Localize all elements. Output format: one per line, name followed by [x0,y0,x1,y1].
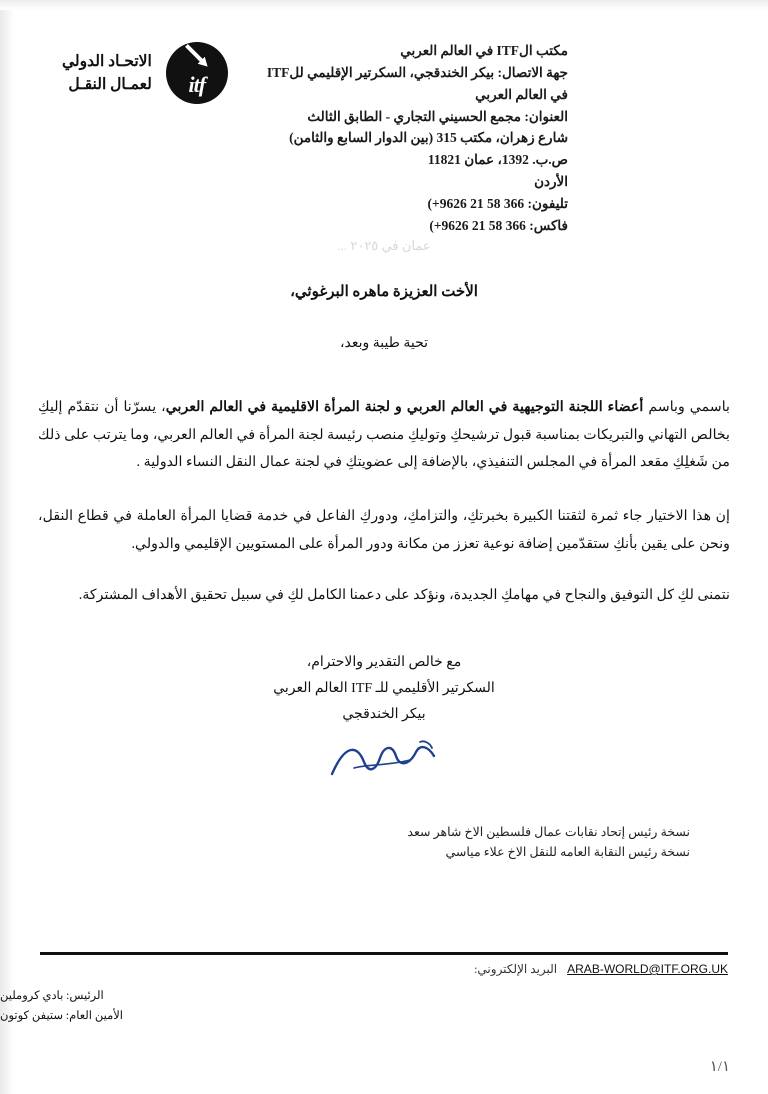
officer-president: الرئيس: بادي كروملين [0,990,104,1002]
arrow-icon [183,42,211,70]
document-date: عمان في ٢٠٢٥ ... [337,238,431,253]
address-fax: فاكس: 366 58 21 9626+) [429,217,568,233]
closing-line-2: السكرتير الأقليمي للـ ITF العالم العربي [273,680,495,696]
salutation: الأخت العزيزة ماهره البرغوثي، [290,284,478,300]
address-line: العنوان: مجمع الحسيني التجاري - الطابق الثالث [307,108,568,124]
greeting: تحية طيبة وبعد، [339,336,429,351]
email-label: البريد الإلكتروني: [474,962,558,976]
letter-body [38,282,730,630]
address-line: ص.ب. 1392، عمان 11821 [427,152,568,168]
paragraph-1-rest: ، يسرّنا أن نتقدّم إليكِ بخالص التهاني والتبريكات بمناسبة قبول ترشيحكِ وتوليكِ منصب رئيسة لجنة المرأة في العالم العربي، وما يترتب على ذلك من شَغلِكِ مقعد المرأة في المجلس التنفيذي، بالإضافة إلى عضويتكِ في لجنة عمال النقل النساء الدولية . [38,399,730,471]
scan-edge-top [0,0,768,10]
email-link[interactable]: ARAB-WORLD@ITF.ORG.UK [567,962,728,976]
paragraph-3: نتمنى لكِ كل التوفيق والنجاح في مهامكِ الجديدة، ونؤكد على دعمنا الكامل لكِ في سبيل تحقيق الأهداف المشتركة. [78,587,730,604]
itf-logo-text [62,50,152,97]
address-line: مكتب الITF في العالم العربي [400,43,568,58]
officer-general-secretary: الأمين العام: ستيفن كوتون [0,1010,123,1023]
logo-text-line-1: الاتحـاد الدولي [62,52,152,70]
address-phone: تليفون: 366 58 21 9626+) [427,196,568,212]
closing-line-3: بيكر الخندقجي [342,706,426,722]
itf-logo [62,42,228,104]
footer-divider [40,952,728,955]
cc-line: نسخة رئيس إتحاد نقابات عمال فلسطين الاخ شاهر سعد [407,825,690,839]
footer-email-row [40,962,728,977]
paragraph-1-bold: أعضاء اللجنة التوجيهية في العالم العربي و لجنة المرأة الاقليمية في العالم العربي [165,399,644,415]
footer-officers [0,986,728,1026]
letterhead-address [208,40,568,237]
paragraph-2: إن هذا الاختيار جاء ثمرة لثقتنا الكبيرة بخبرتكِ، والتزامكِ، ودوركِ الفاعل في خدمة قضايا المرأة العاملة في قطاع النقل، ونحن على يقين بأنكِ ستقدّمين إضافة نوعية تعزز من مكانة ودور المرأة على المستويين الإقليمي والدولي. [38,508,730,552]
cc-line: نسخة رئيس النقابة العامه للنقل الاخ علاء مياسي [445,845,690,859]
handwritten-signature [324,734,444,788]
signature-block [0,650,768,788]
cc-list [407,822,690,862]
letterhead [0,34,768,233]
address-line: الأردن [534,174,568,190]
paragraph-1-prefix: باسمي وباسم [643,399,730,415]
address-line: جهة الاتصال: بيكر الخندقجي، السكرتير الإقليمي للITF [266,64,568,80]
itf-monogram: itf [188,72,206,97]
itf-logo-icon [166,42,228,104]
logo-text-line-2: لعمـال النقـل [68,76,152,93]
paragraph-1 [38,394,730,477]
address-line: في العالم العربي [475,86,568,102]
page-number: ١/١ [709,1059,730,1075]
address-line: شارع زهران، مكتب 315 (بين الدوار السابع والثامن) [289,130,568,146]
closing-line-1: مع خالص التقدير والاحترام، [306,655,462,670]
